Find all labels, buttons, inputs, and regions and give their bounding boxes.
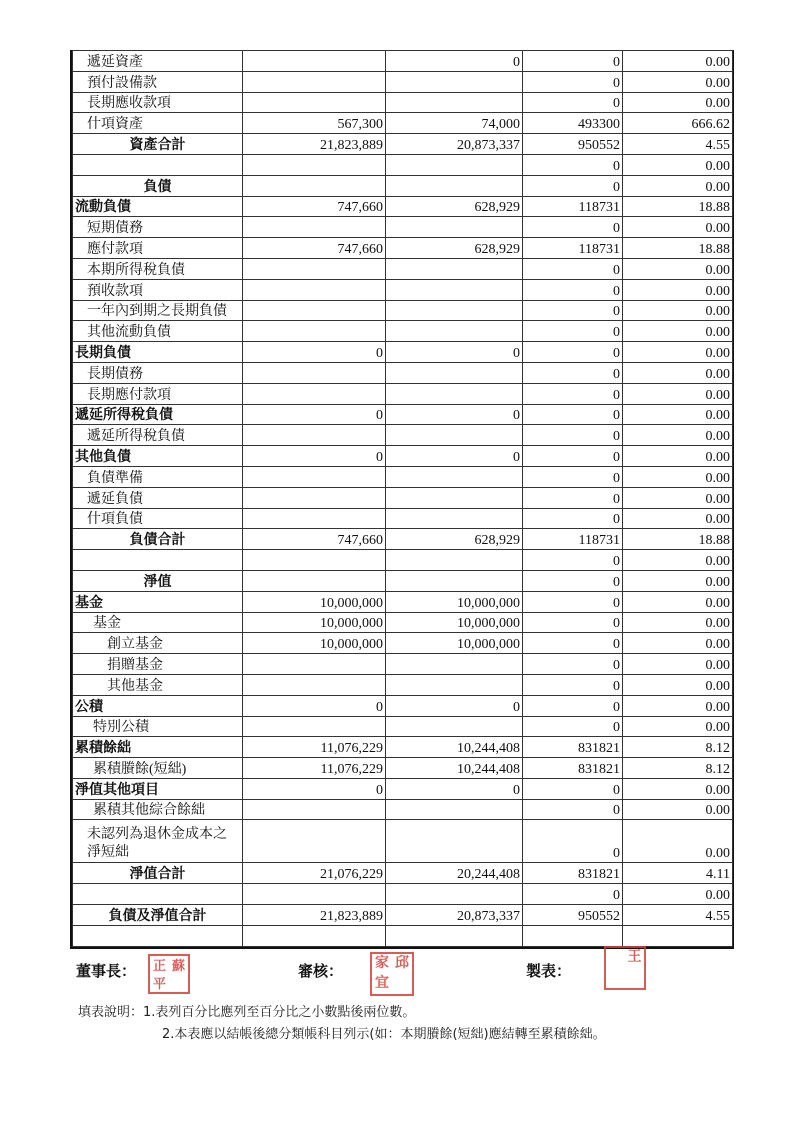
table-row <box>73 778 733 799</box>
table-row <box>73 905 733 926</box>
row-label: 長期債務 <box>73 362 243 383</box>
cell-c3: 0 <box>523 654 623 675</box>
row-label: 其他流動負債 <box>73 321 243 342</box>
cell-c1 <box>243 799 386 820</box>
row-label: 淨值合計 <box>73 863 243 884</box>
preparer-seal: 王 <box>604 946 646 990</box>
table-row <box>73 362 733 383</box>
table-row <box>73 446 733 467</box>
table-row <box>73 321 733 342</box>
row-label: 累積賸餘(短絀) <box>73 758 243 779</box>
table-row <box>73 113 733 134</box>
signature-row <box>72 950 712 994</box>
cell-c3: 0 <box>523 487 623 508</box>
cell-c4: 4.55 <box>623 134 733 155</box>
cell-c2 <box>386 884 523 905</box>
footnote-1: 填表說明：1.表列百分比應列至百分比之小數點後兩位數。 <box>78 1005 416 1020</box>
cell-c3: 0 <box>523 591 623 612</box>
row-label: 其他負債 <box>73 446 243 467</box>
cell-c2: 0 <box>386 778 523 799</box>
row-label: 什項資產 <box>73 113 243 134</box>
cell-c4: 0.00 <box>623 71 733 92</box>
cell-c3: 831821 <box>523 737 623 758</box>
cell-c4: 18.88 <box>623 529 733 550</box>
cell-c1 <box>243 674 386 695</box>
cell-c2: 20,873,337 <box>386 905 523 926</box>
cell-c1 <box>243 383 386 404</box>
cell-c4: 0.00 <box>623 258 733 279</box>
cell-c1 <box>243 154 386 175</box>
cell-c1: 0 <box>243 404 386 425</box>
table-row <box>73 820 733 863</box>
table-row <box>73 799 733 820</box>
table-row <box>73 238 733 259</box>
cell-c2 <box>386 925 523 946</box>
cell-c2 <box>386 92 523 113</box>
cell-c3: 118731 <box>523 196 623 217</box>
row-label: 累積其他綜合餘絀 <box>73 799 243 820</box>
cell-c3: 831821 <box>523 758 623 779</box>
cell-c2: 0 <box>386 404 523 425</box>
row-label: 捐贈基金 <box>73 654 243 675</box>
cell-c4: 0.00 <box>623 570 733 591</box>
balance-sheet <box>70 50 734 949</box>
row-label: 負債及淨值合計 <box>73 905 243 926</box>
cell-c4: 0.00 <box>623 362 733 383</box>
cell-c2 <box>386 154 523 175</box>
table-row <box>73 529 733 550</box>
cell-c3: 0 <box>523 71 623 92</box>
cell-c4: 0.00 <box>623 92 733 113</box>
cell-c2 <box>386 550 523 571</box>
row-label: 負債 <box>73 175 243 196</box>
cell-c4: 0.00 <box>623 383 733 404</box>
cell-c1: 10,000,000 <box>243 591 386 612</box>
cell-c4: 0.00 <box>623 446 733 467</box>
cell-c4: 0.00 <box>623 820 733 863</box>
row-label: 資產合計 <box>73 134 243 155</box>
row-label: 什項負債 <box>73 508 243 529</box>
cell-c4: 4.11 <box>623 863 733 884</box>
cell-c3: 0 <box>523 175 623 196</box>
cell-c3: 0 <box>523 778 623 799</box>
table-row <box>73 758 733 779</box>
table-row <box>73 258 733 279</box>
cell-c1 <box>243 820 386 863</box>
cell-c2 <box>386 300 523 321</box>
cell-c4: 0.00 <box>623 674 733 695</box>
table-row <box>73 383 733 404</box>
cell-c4: 0.00 <box>623 633 733 654</box>
cell-c4: 0.00 <box>623 217 733 238</box>
cell-c3: 0 <box>523 404 623 425</box>
cell-c4: 0.00 <box>623 591 733 612</box>
cell-c4: 0.00 <box>623 884 733 905</box>
footnote-2: 2.本表應以結帳後總分類帳科目列示(如：本期賸餘(短絀)應結轉至累積餘絀。 <box>162 1027 606 1042</box>
footnotes <box>78 1002 778 1046</box>
cell-c1 <box>243 425 386 446</box>
cell-c3: 0 <box>523 466 623 487</box>
table-row <box>73 570 733 591</box>
cell-c3: 0 <box>523 279 623 300</box>
cell-c2: 0 <box>386 51 523 72</box>
cell-c3: 0 <box>523 217 623 238</box>
cell-c1 <box>243 92 386 113</box>
row-label: 負債合計 <box>73 529 243 550</box>
cell-c1 <box>243 466 386 487</box>
cell-c3: 493300 <box>523 113 623 134</box>
cell-c4: 18.88 <box>623 196 733 217</box>
cell-c4: 0.00 <box>623 466 733 487</box>
cell-c3: 0 <box>523 612 623 633</box>
table-row <box>73 633 733 654</box>
cell-c4: 666.62 <box>623 113 733 134</box>
cell-c4: 0.00 <box>623 425 733 446</box>
cell-c1 <box>243 925 386 946</box>
cell-c1 <box>243 716 386 737</box>
cell-c2: 628,929 <box>386 196 523 217</box>
cell-c3: 0 <box>523 716 623 737</box>
row-label <box>73 925 243 946</box>
cell-c3: 950552 <box>523 905 623 926</box>
cell-c1 <box>243 175 386 196</box>
row-label <box>73 154 243 175</box>
row-label: 淨值其他項目 <box>73 778 243 799</box>
preparer-label: 製表： <box>526 963 572 980</box>
cell-c2 <box>386 321 523 342</box>
cell-c2 <box>386 820 523 863</box>
row-label <box>73 550 243 571</box>
cell-c2: 628,929 <box>386 529 523 550</box>
cell-c4: 0.00 <box>623 154 733 175</box>
cell-c2: 10,000,000 <box>386 612 523 633</box>
row-label: 應付款項 <box>73 238 243 259</box>
cell-c3: 118731 <box>523 529 623 550</box>
row-label: 累積餘絀 <box>73 737 243 758</box>
cell-c2 <box>386 175 523 196</box>
table-row <box>73 612 733 633</box>
cell-c1 <box>243 217 386 238</box>
table-row <box>73 716 733 737</box>
cell-c2: 10,000,000 <box>386 633 523 654</box>
cell-c2: 74,000 <box>386 113 523 134</box>
cell-c1 <box>243 300 386 321</box>
row-label: 未認列為退休金成本之淨短絀 <box>73 820 243 863</box>
cell-c1: 747,660 <box>243 196 386 217</box>
row-label: 短期債務 <box>73 217 243 238</box>
cell-c3: 118731 <box>523 238 623 259</box>
cell-c1: 0 <box>243 342 386 363</box>
row-label: 本期所得稅負債 <box>73 258 243 279</box>
cell-c4: 0.00 <box>623 508 733 529</box>
cell-c4 <box>623 925 733 946</box>
cell-c1: 11,076,229 <box>243 758 386 779</box>
cell-c1 <box>243 258 386 279</box>
cell-c3: 0 <box>523 154 623 175</box>
cell-c1: 567,300 <box>243 113 386 134</box>
cell-c4: 0.00 <box>623 300 733 321</box>
cell-c2: 0 <box>386 446 523 467</box>
cell-c4: 0.00 <box>623 612 733 633</box>
cell-c1 <box>243 570 386 591</box>
cell-c4: 0.00 <box>623 175 733 196</box>
cell-c4: 8.12 <box>623 758 733 779</box>
cell-c2 <box>386 508 523 529</box>
table-row <box>73 654 733 675</box>
cell-c2 <box>386 570 523 591</box>
table-row <box>73 674 733 695</box>
row-label: 遞延所得稅負債 <box>73 404 243 425</box>
row-label: 遞延負債 <box>73 487 243 508</box>
cell-c2 <box>386 258 523 279</box>
cell-c2: 628,929 <box>386 238 523 259</box>
row-label: 長期應付款項 <box>73 383 243 404</box>
cell-c3: 0 <box>523 92 623 113</box>
cell-c3: 0 <box>523 820 623 863</box>
cell-c3: 831821 <box>523 863 623 884</box>
row-label: 基金 <box>73 612 243 633</box>
cell-c1 <box>243 654 386 675</box>
table-row <box>73 550 733 571</box>
cell-c4: 0.00 <box>623 279 733 300</box>
table-row <box>73 863 733 884</box>
table-row <box>73 92 733 113</box>
cell-c2: 20,244,408 <box>386 863 523 884</box>
table-row <box>73 884 733 905</box>
cell-c3: 0 <box>523 884 623 905</box>
table-row <box>73 695 733 716</box>
chairman-label: 董事長： <box>76 963 137 980</box>
balance-table <box>72 50 733 947</box>
cell-c4: 0.00 <box>623 487 733 508</box>
reviewer-seal: 家 邱 宜 <box>370 952 414 996</box>
cell-c4: 4.55 <box>623 905 733 926</box>
cell-c4: 0.00 <box>623 51 733 72</box>
row-label <box>73 884 243 905</box>
cell-c2: 10,000,000 <box>386 591 523 612</box>
cell-c1: 10,000,000 <box>243 612 386 633</box>
cell-c3: 0 <box>523 446 623 467</box>
reviewer-label: 審核： <box>298 963 344 980</box>
cell-c2 <box>386 217 523 238</box>
cell-c3: 0 <box>523 799 623 820</box>
cell-c2: 10,244,408 <box>386 758 523 779</box>
row-label: 淨值 <box>73 570 243 591</box>
cell-c2 <box>386 383 523 404</box>
cell-c4: 0.00 <box>623 342 733 363</box>
cell-c1: 10,000,000 <box>243 633 386 654</box>
table-row <box>73 487 733 508</box>
cell-c2: 20,873,337 <box>386 134 523 155</box>
cell-c3: 0 <box>523 383 623 404</box>
cell-c1: 0 <box>243 778 386 799</box>
table-row <box>73 508 733 529</box>
cell-c2 <box>386 716 523 737</box>
cell-c3: 950552 <box>523 134 623 155</box>
cell-c4: 0.00 <box>623 778 733 799</box>
cell-c3: 0 <box>523 425 623 446</box>
cell-c2 <box>386 71 523 92</box>
cell-c2 <box>386 425 523 446</box>
cell-c1: 0 <box>243 446 386 467</box>
table-row <box>73 279 733 300</box>
cell-c2 <box>386 279 523 300</box>
row-label: 負債準備 <box>73 466 243 487</box>
cell-c2 <box>386 487 523 508</box>
row-label: 長期負債 <box>73 342 243 363</box>
cell-c1 <box>243 71 386 92</box>
cell-c1: 0 <box>243 695 386 716</box>
cell-c4: 8.12 <box>623 737 733 758</box>
cell-c1 <box>243 279 386 300</box>
cell-c1 <box>243 508 386 529</box>
table-row <box>73 154 733 175</box>
cell-c2 <box>386 799 523 820</box>
chairman-seal: 正 蘇 平 <box>148 954 190 994</box>
cell-c2: 0 <box>386 342 523 363</box>
cell-c2 <box>386 466 523 487</box>
table-row <box>73 591 733 612</box>
cell-c1: 747,660 <box>243 238 386 259</box>
row-label: 遞延所得稅負債 <box>73 425 243 446</box>
cell-c3: 0 <box>523 508 623 529</box>
table-row <box>73 737 733 758</box>
cell-c4: 0.00 <box>623 695 733 716</box>
cell-c3: 0 <box>523 633 623 654</box>
cell-c3: 0 <box>523 342 623 363</box>
cell-c3: 0 <box>523 362 623 383</box>
table-row <box>73 404 733 425</box>
cell-c1: 21,823,889 <box>243 134 386 155</box>
cell-c2 <box>386 674 523 695</box>
cell-c2: 10,244,408 <box>386 737 523 758</box>
table-row <box>73 425 733 446</box>
cell-c4: 0.00 <box>623 799 733 820</box>
cell-c4: 18.88 <box>623 238 733 259</box>
cell-c1 <box>243 321 386 342</box>
cell-c1: 21,823,889 <box>243 905 386 926</box>
table-row <box>73 134 733 155</box>
cell-c4: 0.00 <box>623 654 733 675</box>
cell-c1 <box>243 51 386 72</box>
row-label: 流動負債 <box>73 196 243 217</box>
cell-c1 <box>243 362 386 383</box>
cell-c3: 0 <box>523 550 623 571</box>
cell-c3: 0 <box>523 695 623 716</box>
table-row <box>73 466 733 487</box>
row-label: 預付設備款 <box>73 71 243 92</box>
table-row <box>73 175 733 196</box>
cell-c1: 21,076,229 <box>243 863 386 884</box>
cell-c4: 0.00 <box>623 716 733 737</box>
cell-c3 <box>523 925 623 946</box>
row-label: 基金 <box>73 591 243 612</box>
cell-c1 <box>243 487 386 508</box>
cell-c1 <box>243 550 386 571</box>
cell-c3: 0 <box>523 321 623 342</box>
cell-c3: 0 <box>523 51 623 72</box>
table-row <box>73 196 733 217</box>
cell-c1: 747,660 <box>243 529 386 550</box>
row-label: 創立基金 <box>73 633 243 654</box>
row-label: 公積 <box>73 695 243 716</box>
table-row <box>73 300 733 321</box>
row-label: 遞延資產 <box>73 51 243 72</box>
cell-c2 <box>386 362 523 383</box>
cell-c3: 0 <box>523 300 623 321</box>
cell-c4: 0.00 <box>623 404 733 425</box>
cell-c4: 0.00 <box>623 321 733 342</box>
cell-c3: 0 <box>523 258 623 279</box>
row-label: 長期應收款項 <box>73 92 243 113</box>
row-label: 預收款項 <box>73 279 243 300</box>
table-row <box>73 71 733 92</box>
cell-c2: 0 <box>386 695 523 716</box>
row-label: 一年內到期之長期負債 <box>73 300 243 321</box>
table-row <box>73 342 733 363</box>
table-row <box>73 51 733 72</box>
row-label: 其他基金 <box>73 674 243 695</box>
cell-c1 <box>243 884 386 905</box>
cell-c4: 0.00 <box>623 550 733 571</box>
cell-c2 <box>386 654 523 675</box>
row-label: 特別公積 <box>73 716 243 737</box>
cell-c3: 0 <box>523 674 623 695</box>
cell-c3: 0 <box>523 570 623 591</box>
table-row <box>73 217 733 238</box>
cell-c1: 11,076,229 <box>243 737 386 758</box>
table-row <box>73 925 733 946</box>
